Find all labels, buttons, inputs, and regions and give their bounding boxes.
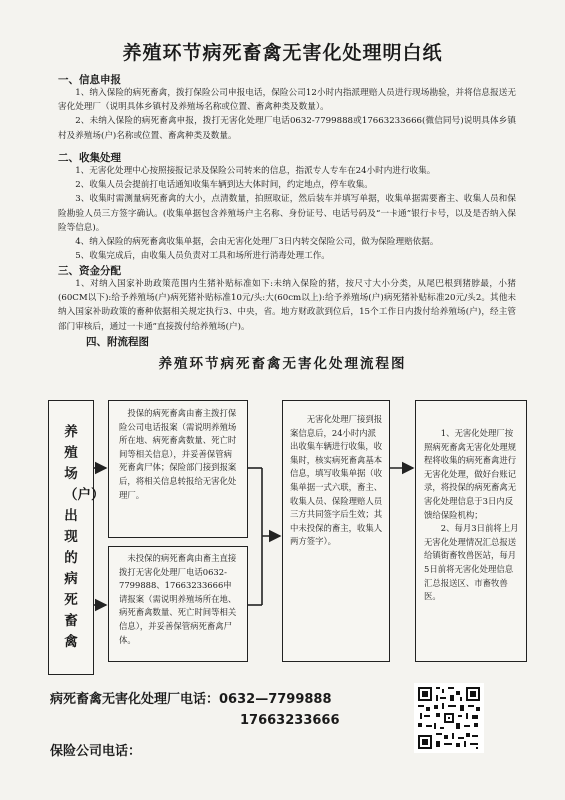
plant-phone-label: 病死畜禽无害化处理厂电话： <box>50 692 220 707</box>
flow-process-step-2: 2、每月3日前将上月无害化处理情况汇总报送给镇街畜牧兽医站，每月5日前将无害化处理信息汇总报送区、市畜牧兽医。 <box>424 523 519 602</box>
paragraph: 1、对纳入国家补助政策范围内生猪补贴标准如下:未纳入保险的猪，按尺寸大小分类，从尾巴根到猪脖最，小猪(60CM以下):给予养殖场(户)病死猪补贴标准10元/头:大(60cm以上):给予养殖场(户)病死猪补贴标准20元/头2。其他未纳入国家补助政策的畜种依据相关规定执行3、中央，省。地方财政款到位后，15个工作日内拨付给养殖场(户)，经主管部门审核后，通过一卡通”直接拨付给养殖场(户)。 <box>58 279 516 332</box>
flowchart-title: 养殖环节病死畜禽无害化处理流程图 <box>158 356 407 372</box>
section-heading-collect: 二、收集处理 <box>58 152 121 164</box>
paragraph: 3、收集时需测量病死畜禽的大小，点清数量，拍照取证，然后装车并填写单据，收集单据需要畜主、收集人员和保险勘验人员三方签字确认。(收集单据包含养殖场户主名称、身份证号、电话号码及“一卡通”银行卡号，以及是否纳入保险等信息)。 <box>58 194 516 233</box>
section-heading-flowchart: 四、附流程图 <box>86 336 149 348</box>
paragraph: 4、纳入保险的病死畜禽收集单据，会由无害化处理厂3日内转交保险公司，做为保险理赔依据。 <box>75 237 439 248</box>
flow-collect-text: 无害化处理厂接到报案信息后，24小时内派出收集车辆进行收集，收集时，核实病死畜禽基本信息，填写收集单据（收集单据一式六联，畜主、收集人员、保险理赔人员三方共同签字后生效；其中未投保的畜主，收集人两方签字）。 <box>290 414 383 547</box>
paragraph: 1、纳入保险的病死畜禽，拨打保险公司申报电话，保险公司12小时内指派理赔人员进行现场勘验，并将信息报送无害化处理厂（说明具体乡镇村及养殖场名称或位置、畜禽种类及数量）。 <box>58 88 516 113</box>
qr-code-icon <box>414 683 484 753</box>
paragraph: 1、无害化处理中心按照接报记录及保险公司转来的信息，指派专人专车在24小时内进行收集。 <box>75 166 436 176</box>
flow-process-step-1: 1、无害化处理厂按照病死畜禽无害化处理规程将收集的病死畜禽进行无害化处理，做好台账记录，将投保的病死畜禽无害化处理信息于3日内反馈给保险机构； <box>424 428 517 520</box>
section-heading-funds: 三、资金分配 <box>58 265 121 277</box>
plant-phone-line <box>50 688 332 707</box>
paragraph: 5、收集完成后，由收集人员负责对工具和场所进行消毒处理工作。 <box>75 251 330 262</box>
flow-uninsured-text: 未投保的病死畜禽由畜主直接拨打无害化处理厂电话0632-7799888、17663233666申请报案（需说明养殖场所在地、病死畜禽数量、死亡时间等相关信息），并妥善保管病死畜禽尸体。 <box>119 553 237 645</box>
plant-phone-2: 17663233666 <box>240 713 340 728</box>
paragraph: 2、未纳入保险的病死畜禽申报，拨打无害化处理厂电话0632-7799888或17663233666(微信同号)说明具体乡镇村及养殖场(户)名称或位置、畜禽种类及数量。 <box>58 116 516 141</box>
flow-insured-text: 投保的病死畜禽由畜主拨打保险公司电话报案（需说明养殖场所在地、病死畜禽数量、死亡时间等相关信息），并妥善保管病死畜禽尸体；保险部门接到报案后，将相关信息转报给无害化处理厂。 <box>119 408 237 500</box>
page-title: 养殖环节病死畜禽无害化处理明白纸 <box>122 42 443 64</box>
paragraph: 2、收集人员会提前打电话通知收集车辆到达大体时间，约定地点，停车收集。 <box>75 180 373 191</box>
plant-phone-1: 0632—7799888 <box>219 692 332 707</box>
section-heading-info: 一、信息申报 <box>58 74 121 86</box>
flow-origin-label: 养殖场（户）出现的病死畜禽 <box>64 424 105 650</box>
insurance-phone-label: 保险公司电话： <box>50 744 142 759</box>
